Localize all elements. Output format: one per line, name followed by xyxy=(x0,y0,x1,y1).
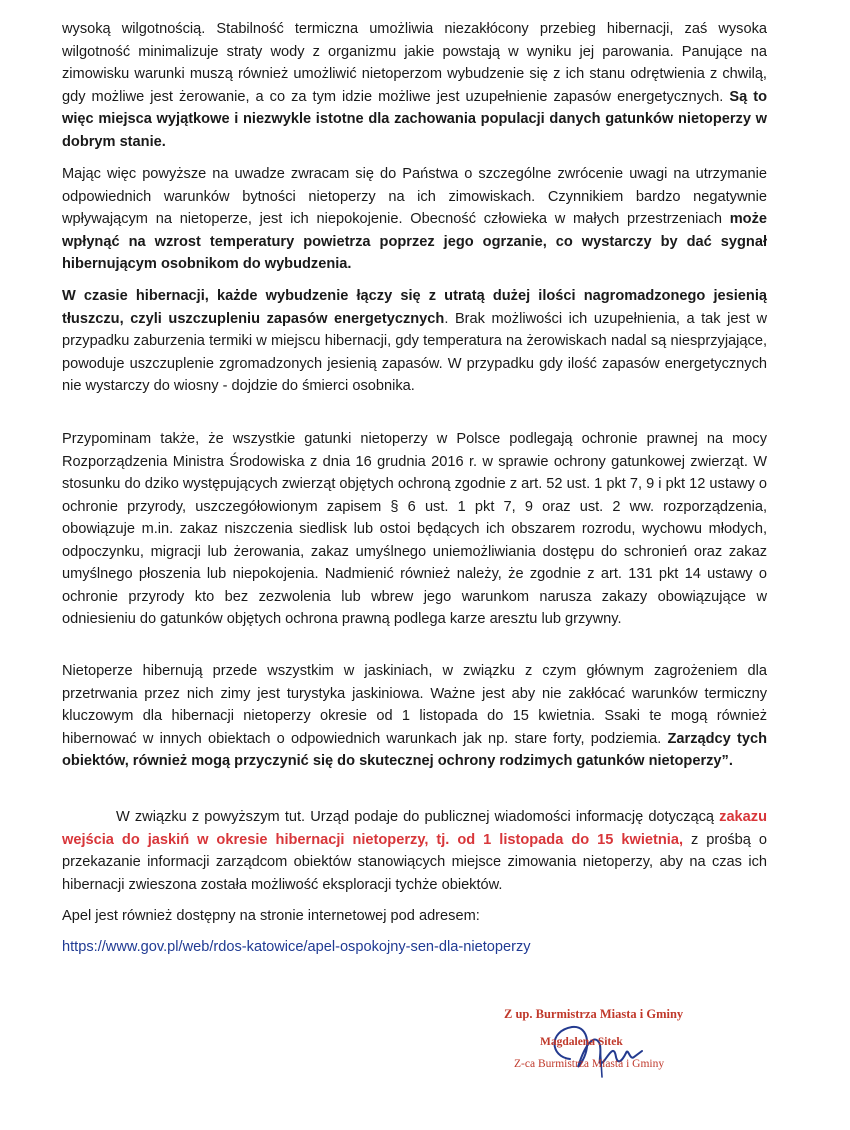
paragraph-appeal xyxy=(62,163,767,276)
paragraph-bold-text: Są to więc miejsca wyjątkowe i niezwykle istotne dla zachowania populacji danych gatunków nietoperzy w dobrym stanie. xyxy=(62,88,767,150)
paragraph-legal-protection xyxy=(62,428,767,631)
paragraph-awakening xyxy=(62,285,767,398)
paragraph-text: Apel jest również dostępny na stronie internetowej pod adresem: xyxy=(62,908,480,924)
paragraph-announcement xyxy=(62,806,767,896)
paragraph-bold-text: może wpłynąć na wzrost temperatury powietrza poprzez jego ogrzanie, co wystarczy by dać sygnał hibernującym osobnikom do wybudzenia. xyxy=(62,211,767,272)
paragraph-bold-text: W czasie hibernacji, każde wybudzenie łączy się z utratą dużej ilości nagromadzonego jesienią tłuszczu, czyli uszczupleniu zapasów energetycznych xyxy=(62,288,767,327)
paragraph-text: z prośbą o przekazanie informacji zarządcom obiektów stanowiących miejsce zimowania nietoperzy, aby na czas ich hibernacji zwieszona została możliwość eksploracji tychże obiektów. xyxy=(62,831,767,893)
paragraph-text: wysoką wilgotnością. Stabilność termiczna umożliwia niezakłócony przebieg hibernacji, zaś wysoka wilgotność minimalizuje straty wody z organizmu jakie powstają w wyniku jej parowania. Panujące na zimowisku warunki muszą również umożliwić nietoperzom wybudzenie się z ich stanu odrętwienia z chwilą, gdy możliwe jest żerowanie, a co za tym idzie możliwe jest uzupełnienie zapasów energetycznych. xyxy=(62,21,767,105)
paragraph-text: W związku z powyższym tut. Urząd podaje do publicznej wiadomości informację dotyczącą xyxy=(116,809,720,825)
signature-stamp xyxy=(500,1005,730,1115)
stamp-title-line: Z-ca Burmistrza Miasta i Gminy xyxy=(514,1058,665,1070)
stamp-authorization-line: Z up. Burmistrza Miasta i Gminy xyxy=(504,1007,684,1021)
paragraph-bold-text: Zarządcy tych obiektów, również mogą przyczynić się do skutecznej ochrony rodzimych gatunków nietoperzy”. xyxy=(62,730,767,769)
paragraph-website-note xyxy=(62,905,767,928)
paragraph-hibernation-conditions xyxy=(62,18,767,153)
paragraph-text: . Brak możliwości ich uzupełnienia, a tak jest w przypadku zaburzenia termiki w miejscu hibernacji, gdy temperatura na żerowiskach nadal są niesprzyjające, powoduje uszczuplenie zgromadzonych jesienią zapasów. W przypadku gdy ilość zapasów energetycznych nie wystarczy do wiosny - dojdzie do śmierci osobnika. xyxy=(62,310,767,394)
stamp-name-line: Magdalena Sitek xyxy=(540,1036,623,1048)
paragraph-text: Nietoperze hibernują przede wszystkim w jaskiniach, w związku z czym głównym zagrożeniem dla przetrwania przez nich zimy jest turystyka jaskiniowa. Ważne jest aby nie zakłócać warunków termiczny kluczowym dla hibernacji nietoperzy okresie od 1 listopada do 15 kwietnia. Ssaki te mogą również hibernować w innych obiektach o odpowiednich warunkach jak np. stare forty, podziemia. xyxy=(62,663,767,747)
entry-ban-highlight: zakazu wejścia do jaskiń w okresie hibernacji nietoperzy, tj. od 1 listopada do 15 kwietnia, xyxy=(62,809,767,848)
paragraph-caves xyxy=(62,660,767,773)
appeal-link[interactable]: https://www.gov.pl/web/rdos-katowice/apel-ospokojny-sen-dla-nietoperzy xyxy=(62,939,531,955)
paragraph-text: Przypominam także, że wszystkie gatunki nietoperzy w Polsce podlegają ochronie prawnej na mocy Rozporządzenia Ministra Środowiska z dnia 16 grudnia 2016 r. w sprawie ochrony gatunkowej zwierząt. W stosunku do dziko występujących zwierząt objętych ochroną zgodnie z art. 52 ust. 1 pkt 7, 9 i pkt 12 ustawy o ochronie przyrody, uszczegółowionym zapisem § 6 ust. 1 pkt 7, 9 oraz ust. 2 ww. rozporządzenia, obowiązuje m.in. zakaz niszczenia siedlisk lub ostoi będących ich obszarem rozrodu, wychowu młodych, odpoczynku, migracji lub żerowania, zakaz umyślnego uniemożliwiania dostępu do schronień oraz zakaz umyślnego płoszenia lub niepokojenia. Nadmienić również należy, że zgodnie z art. 131 pkt 14 ustawy o ochronie przyrody kto bez zezwolenia lub wbrew jego warunkom narusza zakazy obowiązujące w odniesieniu do gatunków objętych ochrona prawną podlega karze aresztu lub grzywny. xyxy=(62,431,767,627)
paragraph-text: Mając więc powyższe na uwadze zwracam się do Państwa o szczególne zwrócenie uwagi na utrzymanie odpowiednich warunków bytności nietoperzy na ich zimowiskach. Czynnikiem bardzo negatywnie wpływającym na nietoperze, jest ich niepokojenie. Obecność człowieka w małych przestrzeniach xyxy=(62,166,767,227)
